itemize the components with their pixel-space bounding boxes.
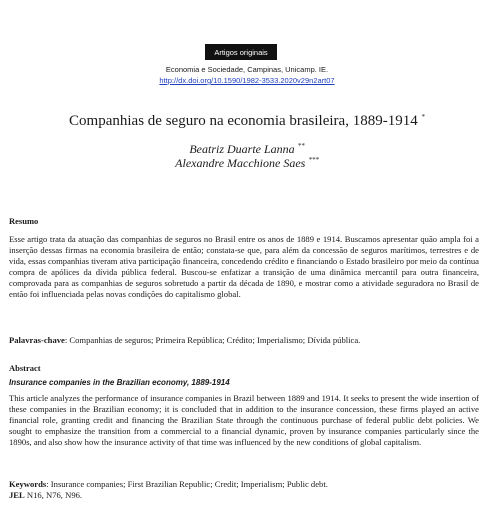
- palavras-chave-label: Palavras-chave: [9, 335, 65, 345]
- doi-line: [0, 76, 494, 86]
- resumo-paragraph: Esse artigo trata da atuação das companhias de seguros no Brasil entre os anos de 1889 e 1914. Buscamos apresentar quão ampla foi a inserção dessas firmas na economia brasileira de então; constata-se que, para além da concessão de seguros marítimos, terrestres e de vida, essas companhias tiveram ativa participação financeira, concedendo crédito e financiando o Estado brasileiro por meio da contínua compra de apólices da dívida pública federal. Buscou-se enfatizar a transição de uma dinâmica mercantil para outra financeira, comprovada para as companhias de seguros sobretudo a partir da década de 1890, e mostrar como a atividade seguradora no Brasil de então foi influenciada pelas novas condições do capitalismo global.: [9, 234, 479, 299]
- author-1-name: Beatriz Duarte Lanna: [189, 142, 295, 156]
- author-1-footnote-mark[interactable]: **: [297, 142, 305, 150]
- author-2: [0, 153, 494, 170]
- journal-citation: Economia e Sociedade, Campinas, Unicamp. IE.: [165, 65, 329, 74]
- keywords-values: : Insurance companies; First Brazilian Republic; Credit; Imperialism; Public debt.: [46, 479, 328, 489]
- keywords-label: Keywords: [9, 479, 47, 489]
- section-badge: Artigos originais: [205, 44, 277, 60]
- jel-line: [9, 490, 479, 501]
- palavras-chave-line: [9, 335, 479, 346]
- article-title-text: Companhias de seguro na economia brasileira, 1889-1914: [69, 113, 418, 129]
- abstract-heading: Abstract: [9, 363, 41, 373]
- doi-link[interactable]: http://dx.doi.org/10.1590/1982-3533.2020v29n2art07: [159, 76, 335, 85]
- author-2-footnote-mark[interactable]: ***: [308, 156, 319, 164]
- jel-codes: N16, N76, N96.: [24, 490, 83, 500]
- keywords-line: [9, 479, 479, 490]
- title-footnote-mark[interactable]: *: [421, 113, 425, 121]
- english-title: Insurance companies in the Brazilian economy, 1889-1914: [9, 378, 230, 387]
- author-2-name: Alexandre Macchione Saes: [175, 156, 306, 170]
- resumo-heading: Resumo: [9, 216, 39, 226]
- jel-label: JEL: [9, 490, 25, 500]
- palavras-chave-values: : Companhias de seguros; Primeira República; Crédito; Imperialismo; Dívida pública.: [64, 335, 361, 345]
- abstract-paragraph: This article analyzes the performance of insurance companies in Brazil between 1889 and 1914. It seeks to present the wide insertion of these companies in the Brazilian economy; it is concluded that in addition to the insurance concession, these firms played an active financial role, granting credit and financing the Brazilian State through the continuous purchase of federal public debt policies. We sought to emphasize the transition from a commercial to a financial dynamic, proven by insurance companies particularly since the 1890s, and also show how the insurance activity of that time was influenced by the new conditions of global capitalism.: [9, 393, 479, 447]
- article-title: [0, 108, 494, 130]
